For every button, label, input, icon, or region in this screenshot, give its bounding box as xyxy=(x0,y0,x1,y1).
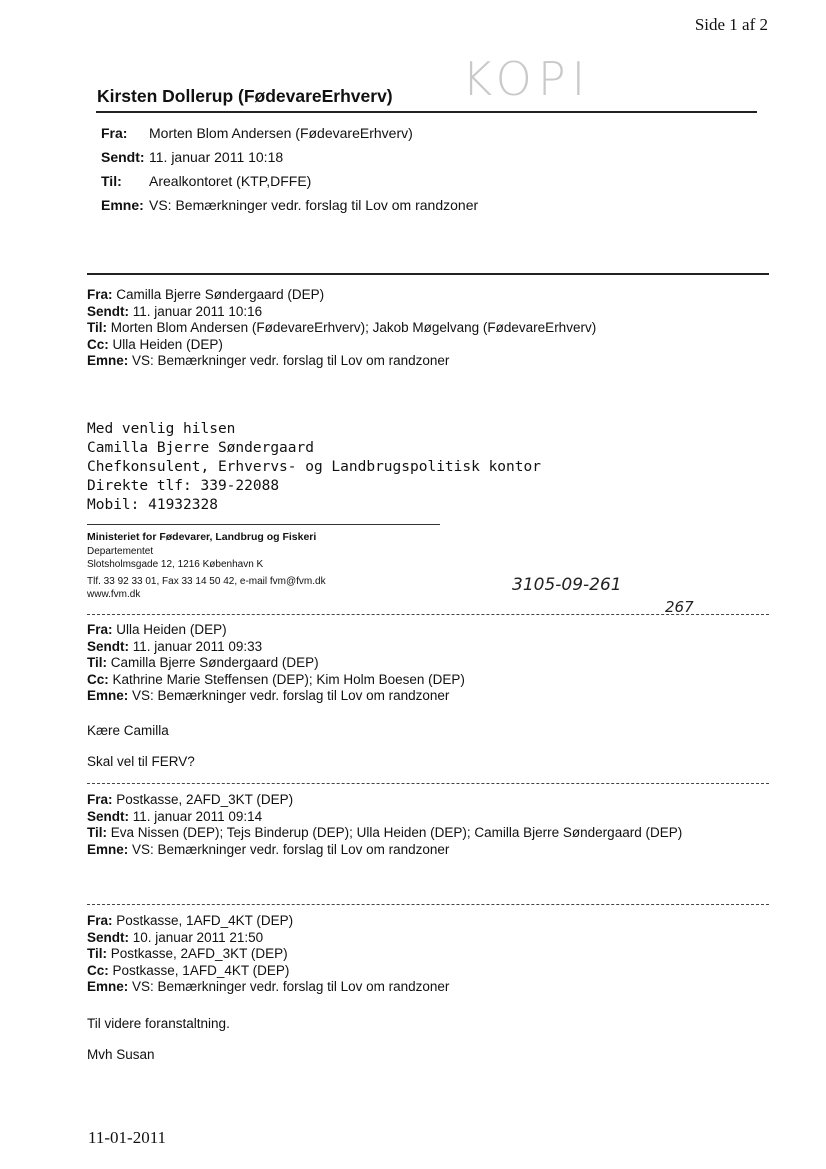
organization-block xyxy=(87,531,326,602)
cc-label: Cc: xyxy=(87,336,109,352)
message-body-line: Skal vel til FERV? xyxy=(87,754,195,769)
sent-label: Sendt: xyxy=(87,303,129,319)
message-header xyxy=(87,287,596,370)
cc-value: Ulla Heiden (DEP) xyxy=(112,336,223,352)
subject-value: VS: Bemærkninger vedr. forslag til Lov om randzoner xyxy=(132,979,450,994)
signature-role: Chefkonsulent, Erhvervs- og Landbrugspolitisk kontor xyxy=(87,459,541,475)
org-dept: Departementet xyxy=(87,545,154,557)
org-address: Slotsholmsgade 12, 1216 København K xyxy=(87,559,264,570)
signature xyxy=(87,420,541,515)
from-value: Camilla Bjerre Søndergaard (DEP) xyxy=(116,287,325,302)
sent-label: Sendt: xyxy=(101,149,145,165)
sent-label: Sendt: xyxy=(87,929,129,945)
to-value: Camilla Bjerre Søndergaard (DEP) xyxy=(110,655,319,670)
subject-label: Emne: xyxy=(87,841,129,857)
separator-rule xyxy=(87,904,769,906)
subject-label: Emne: xyxy=(87,688,129,703)
from-label: Fra: xyxy=(87,792,113,807)
subject-label: Emne: xyxy=(87,979,129,994)
sent-value: 11. januar 2011 09:14 xyxy=(132,808,263,824)
sent-value: 10. januar 2011 21:50 xyxy=(132,929,264,945)
mailbox-title: Kirsten Dollerup (FødevareErhverv) xyxy=(97,86,393,106)
handwritten-doc-number: 267 xyxy=(665,598,694,616)
subject-value: VS: Bemærkninger vedr. forslag til Lov om randzoner xyxy=(132,688,450,703)
message-header xyxy=(87,622,465,705)
to-label: Til: xyxy=(87,825,107,840)
handwritten-case-number: 3105-09-261 xyxy=(512,575,622,595)
to-value: Arealkontoret (KTP,DFFE) xyxy=(149,173,312,189)
subject-label: Emne: xyxy=(87,353,129,368)
subject-value: VS: Bemærkninger vedr. forslag til Lov om randzoner xyxy=(149,197,479,213)
message-body-line: Mvh Susan xyxy=(87,1047,155,1062)
to-value: Postkasse, 2AFD_3KT (DEP) xyxy=(110,946,288,961)
sent-label: Sendt: xyxy=(87,808,129,824)
from-value: Postkasse, 2AFD_3KT (DEP) xyxy=(116,792,294,807)
from-value: Morten Blom Andersen (FødevareErhverv) xyxy=(149,125,413,141)
message-body-line: Til videre foranstaltning. xyxy=(87,1016,230,1031)
to-label: Til: xyxy=(87,655,107,670)
to-label: Til: xyxy=(87,946,107,961)
email-header xyxy=(101,121,478,217)
title-rule xyxy=(96,111,757,113)
cc-label: Cc: xyxy=(87,962,109,978)
to-value: Morten Blom Andersen (FødevareErhverv); Jakob Møgelvang (FødevareErhverv) xyxy=(110,320,597,335)
page-number: Side 1 af 2 xyxy=(694,15,768,34)
sent-value: 11. januar 2011 10:16 xyxy=(132,303,263,319)
separator-rule xyxy=(87,273,769,275)
cc-value: Postkasse, 1AFD_4KT (DEP) xyxy=(112,962,290,978)
subject-value: VS: Bemærkninger vedr. forslag til Lov om randzoner xyxy=(132,841,450,857)
message-header xyxy=(87,913,449,996)
cc-label: Cc: xyxy=(87,671,109,687)
sent-value: 11. januar 2011 09:33 xyxy=(132,638,263,654)
signature-direct: Direkte tlf: 339-22088 xyxy=(87,478,280,494)
message-header xyxy=(87,792,682,858)
separator-rule xyxy=(87,783,769,785)
signature-greeting: Med venlig hilsen xyxy=(87,421,236,437)
from-value: Postkasse, 1AFD_4KT (DEP) xyxy=(116,913,294,928)
to-value: Eva Nissen (DEP); Tejs Binderup (DEP); Ulla Heiden (DEP); Camilla Bjerre Søndergaard (DEP) xyxy=(110,825,683,840)
org-web: www.fvm.dk xyxy=(87,589,141,600)
signature-rule xyxy=(87,524,440,525)
org-name: Ministeriet for Fødevarer, Landbrug og Fiskeri xyxy=(87,531,317,543)
cc-value: Kathrine Marie Steffensen (DEP); Kim Holm Boesen (DEP) xyxy=(112,671,465,687)
signature-name: Camilla Bjerre Søndergaard xyxy=(87,440,314,456)
separator-rule xyxy=(87,614,769,616)
subject-value: VS: Bemærkninger vedr. forslag til Lov om randzoner xyxy=(132,353,450,368)
from-label: Fra: xyxy=(101,125,128,141)
subject-label: Emne: xyxy=(101,197,144,213)
sent-value: 11. januar 2011 10:18 xyxy=(149,149,284,165)
from-label: Fra: xyxy=(87,287,113,302)
copy-stamp: KOPI xyxy=(462,52,592,106)
signature-mobile: Mobil: 41932328 xyxy=(87,497,218,513)
from-label: Fra: xyxy=(87,913,113,928)
footer-date: 11-01-2011 xyxy=(88,1128,167,1147)
to-label: Til: xyxy=(87,320,107,335)
from-label: Fra: xyxy=(87,622,113,637)
to-label: Til: xyxy=(101,173,122,189)
sent-label: Sendt: xyxy=(87,638,129,654)
message-body-line: Kære Camilla xyxy=(87,723,169,738)
org-contact: Tlf. 33 92 33 01, Fax 33 14 50 42, e-mail fvm@fvm.dk xyxy=(87,575,326,587)
from-value: Ulla Heiden (DEP) xyxy=(116,622,227,637)
